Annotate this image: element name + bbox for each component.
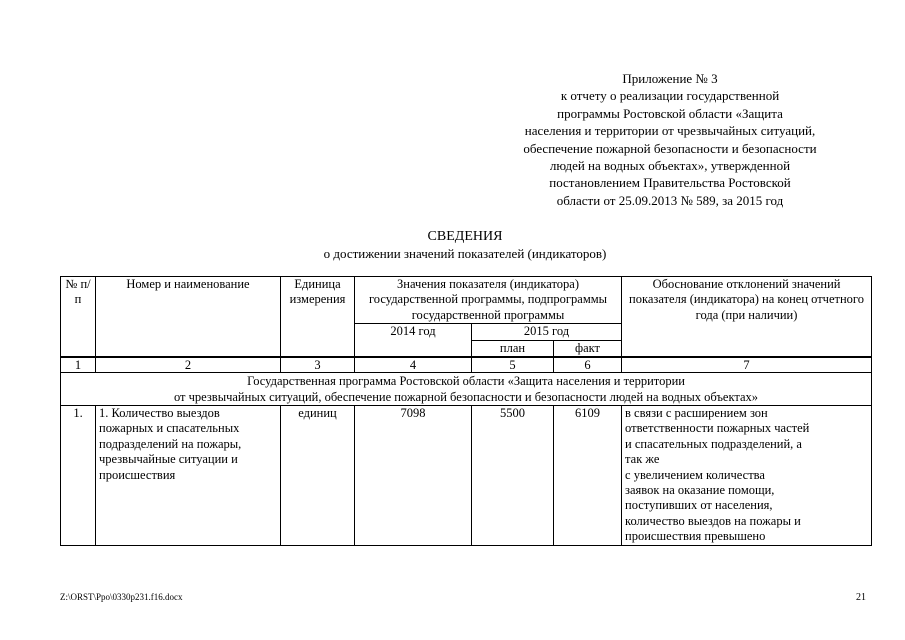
reason-line: так же — [625, 452, 660, 467]
appendix-line: к отчету о реализации государственной — [560, 88, 780, 104]
appendix-line: людей на водных объектах», утвержденной — [549, 158, 791, 174]
appendix-line: области от 25.09.2013 № 589, за 2015 год — [556, 192, 784, 208]
document-heading — [200, 228, 730, 262]
footer-file-path: Z:\ORST\Ppo\0330p231.f16.docx — [60, 592, 183, 602]
row-value-plan: 5500 — [472, 406, 554, 546]
reason-line: количество выездов на пожары и — [625, 513, 801, 528]
program-title-line: Государственная программа Ростовской области «Защита населения и территории — [247, 374, 685, 389]
header-year-2014: 2014 год — [355, 324, 472, 357]
program-title-row — [61, 373, 872, 406]
header-values: Значения показателя (индикатора) государственной программы, подпрограммы государственной программы — [355, 277, 622, 324]
column-number: 5 — [472, 357, 554, 373]
header-year-2015: 2015 год — [472, 324, 622, 340]
header-plan: план — [472, 340, 554, 357]
column-number: 2 — [96, 357, 281, 373]
document-subtitle: о достижении значений показателей (индикаторов) — [323, 246, 607, 261]
column-number: 6 — [554, 357, 622, 373]
program-title — [61, 373, 872, 406]
reason-line: в связи с расширением зон — [625, 406, 768, 421]
column-number: 3 — [281, 357, 355, 373]
header-name: Номер и наименование — [96, 277, 281, 358]
appendix-block — [470, 70, 870, 209]
row-value-fact: 6109 — [554, 406, 622, 546]
column-numbers-row — [61, 357, 872, 373]
row-value-2014: 7098 — [355, 406, 472, 546]
reason-line: и спасательных подразделений, а — [625, 436, 802, 451]
row-num: 1. — [61, 406, 96, 546]
row-reason — [622, 406, 872, 546]
document-title: СВЕДЕНИЯ — [427, 229, 503, 244]
reason-line: с увеличением количества — [625, 467, 765, 482]
column-number: 7 — [622, 357, 872, 373]
appendix-line: программы Ростовской области «Защита — [557, 105, 783, 121]
header-unit: Единица измерения — [281, 277, 355, 358]
table-row — [61, 406, 872, 546]
appendix-line: населения и территории от чрезвычайных ситуаций, — [524, 123, 816, 139]
header-num: № п/п — [61, 277, 96, 358]
header-fact: факт — [554, 340, 622, 357]
column-number: 1 — [61, 357, 96, 373]
reason-line: заявок на оказание помощи, — [625, 483, 775, 498]
indicators-table — [60, 276, 872, 546]
reason-line: поступивших от населения, — [625, 498, 773, 513]
row-unit: единиц — [281, 406, 355, 546]
reason-line: происшествия превышено — [625, 529, 766, 544]
header-reason: Обоснование отклонений значений показателя (индикатора) на конец отчетного года (при наличии) — [622, 277, 872, 358]
reason-line: ответственности пожарных частей — [625, 421, 810, 436]
appendix-line: Приложение № 3 — [622, 71, 718, 86]
page-number: 21 — [856, 592, 866, 603]
appendix-line: обеспечение пожарной безопасности и безопасности — [523, 140, 817, 156]
row-name: 1. Количество выездов пожарных и спасательных подразделений на пожары, чрезвычайные ситуации и происшествия — [96, 406, 281, 546]
program-title-line: от чрезвычайных ситуаций, обеспечение пожарной безопасности и безопасности людей на водных объектах» — [173, 390, 759, 405]
appendix-line: постановлением Правительства Ростовской — [549, 175, 791, 191]
column-number: 4 — [355, 357, 472, 373]
